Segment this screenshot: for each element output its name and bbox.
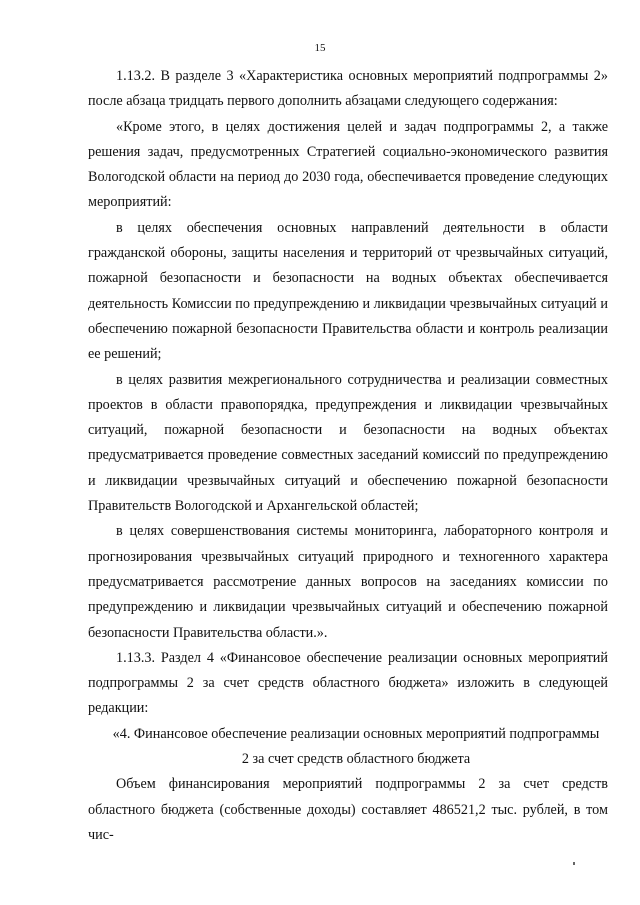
paragraph-financing-volume: Объем финансирования мероприятий подпрограммы 2 за счет средств областного бюджета (собственные доходы) составляет 486521,2 тыс. рублей, в том чис-: [88, 776, 608, 843]
document-body: [88, 64, 608, 848]
scan-artifact-mark: [573, 862, 575, 865]
paragraph-intro-measures: «Кроме этого, в целях достижения целей и задач подпрограммы 2, а также решения задач, предусмотренных Стратегией социально-экономического развития Вологодской области на период до 2030 года, обеспечивается проведение следующих мероприятий:: [88, 118, 608, 211]
page-number: 15: [314, 42, 326, 54]
paragraph-interregional-cooperation: в целях развития межрегионального сотрудничества и реализации совместных проектов в области правопорядка, предупреждения и ликвидации чрезвычайных ситуаций, пожарной безопасности и безопасности на водных объектах предусматривается проведение совместных заседаний комиссий по предупреждению и ликвидации чрезвычайных ситуаций и обеспечению пожарной безопасности Правительств Вологодской и Архангельской областей;: [88, 371, 608, 515]
section-4-heading: «4. Финансовое обеспечение реализации основных мероприятий подпрограммы 2 за счет средств областного бюджета: [112, 725, 600, 768]
paragraph-1-13-2: 1.13.2. В разделе 3 «Характеристика основных мероприятий подпрограммы 2» после абзаца тридцать первого дополнить абзацами следующего содержания:: [88, 68, 608, 110]
paragraph-civil-defense: в целях обеспечения основных направлений деятельности в области гражданской обороны, защиты населения и территорий от чрезвычайных ситуаций, пожарной безопасности и безопасности на водных объектах обеспечивается деятельность Комиссии по предупреждению и ликвидации чрезвычайных ситуаций и обеспечению пожарной безопасности Правительства области и контроль реализации ее решений;: [88, 219, 608, 363]
paragraph-monitoring-system: в целях совершенствования системы мониторинга, лабораторного контроля и прогнозирования чрезвычайных ситуаций природного и техногенного характера предусматривается рассмотрение данных вопросов на заседаниях комиссии по предупреждению и ликвидации чрезвычайных ситуаций и обеспечению пожарной безопасности Правительства области.».: [88, 523, 608, 641]
paragraph-1-13-3: 1.13.3. Раздел 4 «Финансовое обеспечение реализации основных мероприятий подпрограммы 2 за счет средств областного бюджета» изложить в следующей редакции:: [88, 649, 608, 717]
